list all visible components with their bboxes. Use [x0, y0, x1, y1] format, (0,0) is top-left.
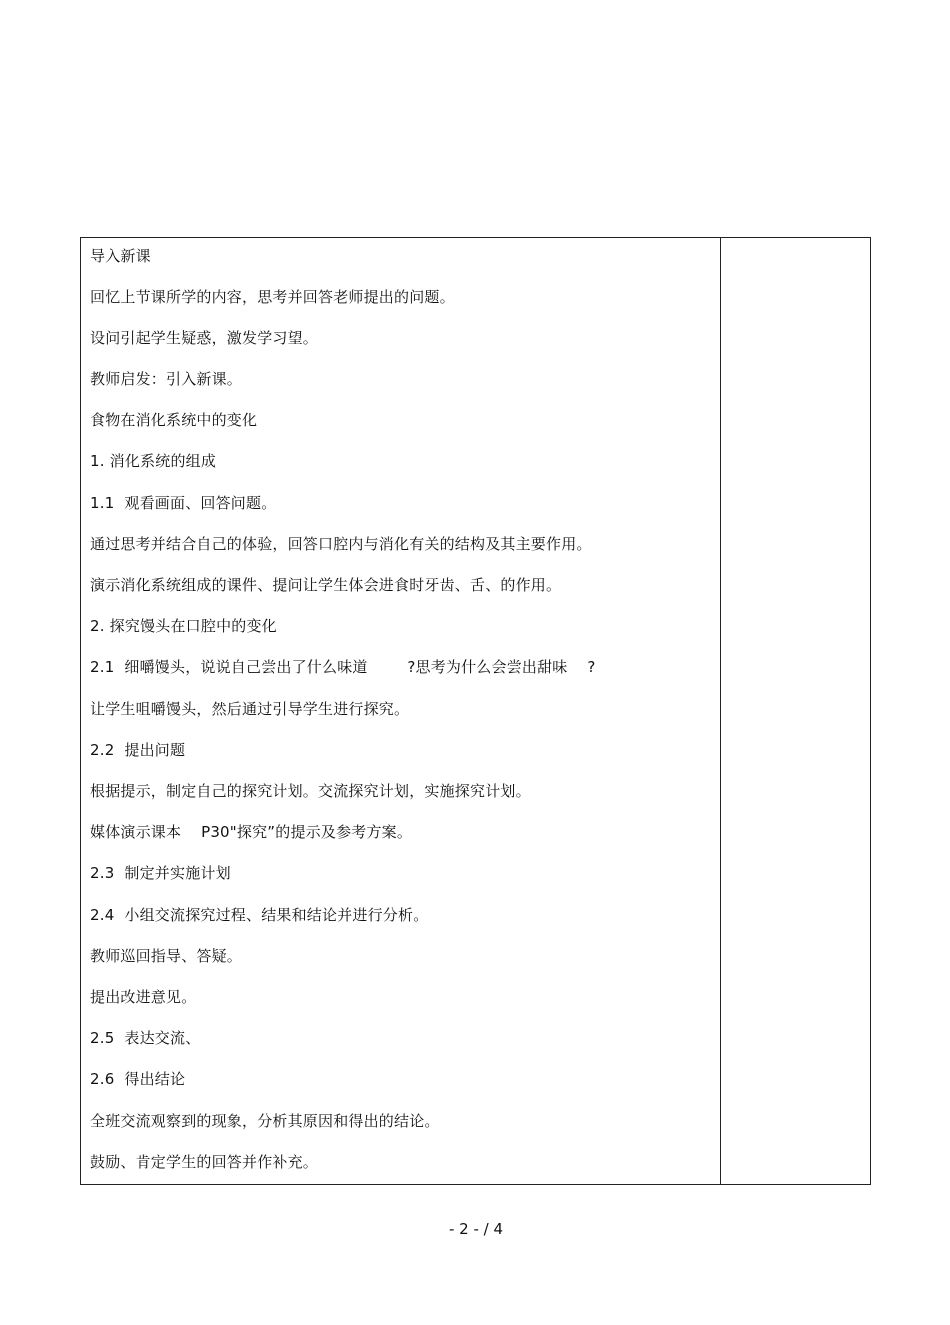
text-line: 演示消化系统组成的课件、提问让学生体会进食时牙齿、舌、的作用。	[90, 576, 562, 594]
text-line: 让学生咀嚼馒头，然后通过引导学生进行探究。	[90, 700, 410, 718]
text-line: 提出改进意见。	[90, 988, 197, 1006]
section-heading-intro: 导入新课	[90, 247, 151, 265]
numbered-subheading: 1.1 观看画面、回答问题。	[90, 494, 277, 512]
section-heading-topic: 食物在消化系统中的变化	[90, 411, 258, 429]
lesson-table	[80, 237, 871, 1185]
numbered-subheading: 2.3 制定并实施计划	[90, 864, 231, 882]
text-line: 媒体演示课本 P30"探究”的提示及参考方案。	[90, 823, 413, 841]
text-line: 回忆上节课所学的内容，思考并回答老师提出的问题。	[90, 288, 455, 306]
numbered-subheading: 2.6 得出结论	[90, 1070, 186, 1088]
text-line: 教师启发：引入新课。	[90, 370, 243, 388]
text-line: 设问引起学生疑惑，激发学习望。	[90, 329, 319, 347]
notes-cell	[721, 238, 870, 1184]
numbered-subheading: 2.5 表达交流、	[90, 1029, 201, 1047]
text-line: 通过思考并结合自己的体验，回答口腔内与消化有关的结构及其主要作用。	[90, 535, 592, 553]
text-line: 根据提示，制定自己的探究计划。交流探究计划，实施探究计划。	[90, 782, 531, 800]
text-line: 全班交流观察到的现象，分析其原因和得出的结论。	[90, 1112, 440, 1130]
numbered-subheading: 2.1 细嚼馒头，说说自己尝出了什么味道 ?思考为什么会尝出甜味 ?	[90, 658, 596, 676]
text-line: 教师巡回指导、答疑。	[90, 947, 243, 965]
numbered-subheading: 2.4 小组交流探究过程、结果和结论并进行分析。	[90, 906, 429, 924]
numbered-heading: 1. 消化系统的组成	[90, 452, 217, 470]
numbered-heading: 2. 探究馒头在口腔中的变化	[90, 617, 277, 635]
numbered-subheading: 2.2 提出问题	[90, 741, 186, 759]
text-line: 鼓励、肯定学生的回答并作补充。	[90, 1153, 319, 1171]
page-number: - 2 - / 4	[448, 1220, 504, 1238]
lesson-content-cell	[81, 238, 721, 1184]
